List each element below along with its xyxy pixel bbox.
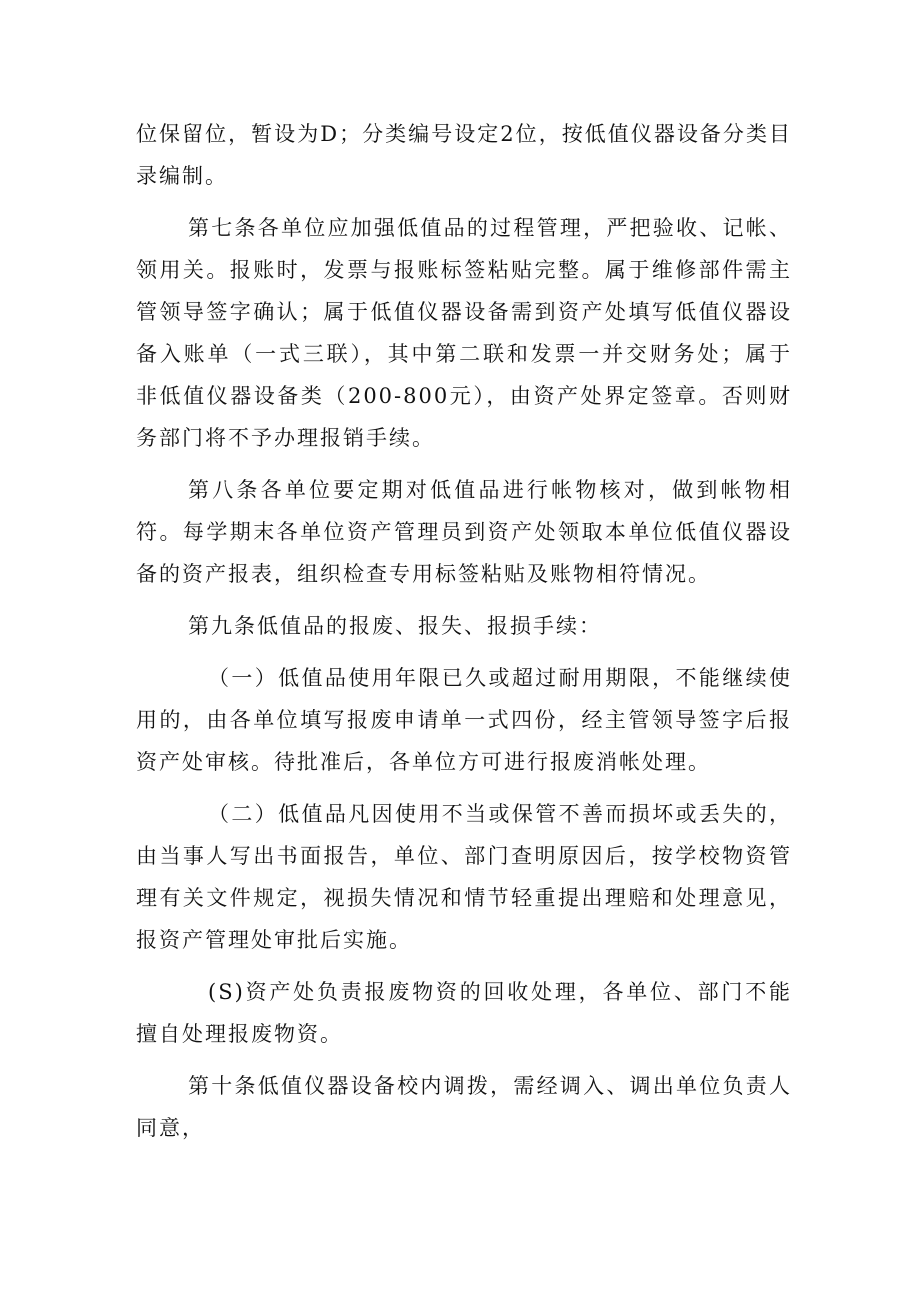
paragraph-continuation: 位保留位，暂设为D；分类编号设定2位，按低值仪器设备分类目录编制。 <box>136 122 792 188</box>
paragraph-article-8: 第八条各单位要定期对低值品进行帐物核对，做到帐物相符。每学期末各单位资产管理员到资产处领取本单位低值仪器设备的资产报表，组织检查专用标签粘贴及账物相符情况。 <box>136 478 792 586</box>
paragraph-item-2: （二）低值品凡因使用不当或保管不善而损坏或丢失的，由当事人写出书面报告，单位、部门查明原因后，按学校物资管理有关文件规定，视损失情况和情节轻重提出理赔和处理意见，报资产管理处审批后实施。 <box>136 802 792 952</box>
paragraph-article-10: 第十条低值仪器设备校内调拨，需经调入、调出单位负责人同意， <box>136 1074 792 1140</box>
paragraph-item-3: (S)资产处负责报废物资的回收处理，各单位、部门不能擅自处理报废物资。 <box>136 980 792 1046</box>
paragraph-item-1: （一）低值品使用年限已久或超过耐用期限，不能继续使用的，由各单位填写报废申请单一式四份，经主管领导签字后报资产处审核。待批准后，各单位方可进行报废消帐处理。 <box>136 666 792 774</box>
paragraph-article-9: 第九条低值品的报废、报失、报损手续： <box>188 614 602 638</box>
paragraph-article-7: 第七条各单位应加强低值品的过程管理，严把验收、记帐、领用关。报账时，发票与报账标签粘贴完整。属于维修部件需主管领导签字确认；属于低值仪器设备需到资产处填写低值仪器设备入账单（一式三联），其中第二联和发票一并交财务处；属于非低值仪器设备类（200-800元），由资产处界定签章。否则财务部门将不予办理报销手续。 <box>136 216 792 450</box>
